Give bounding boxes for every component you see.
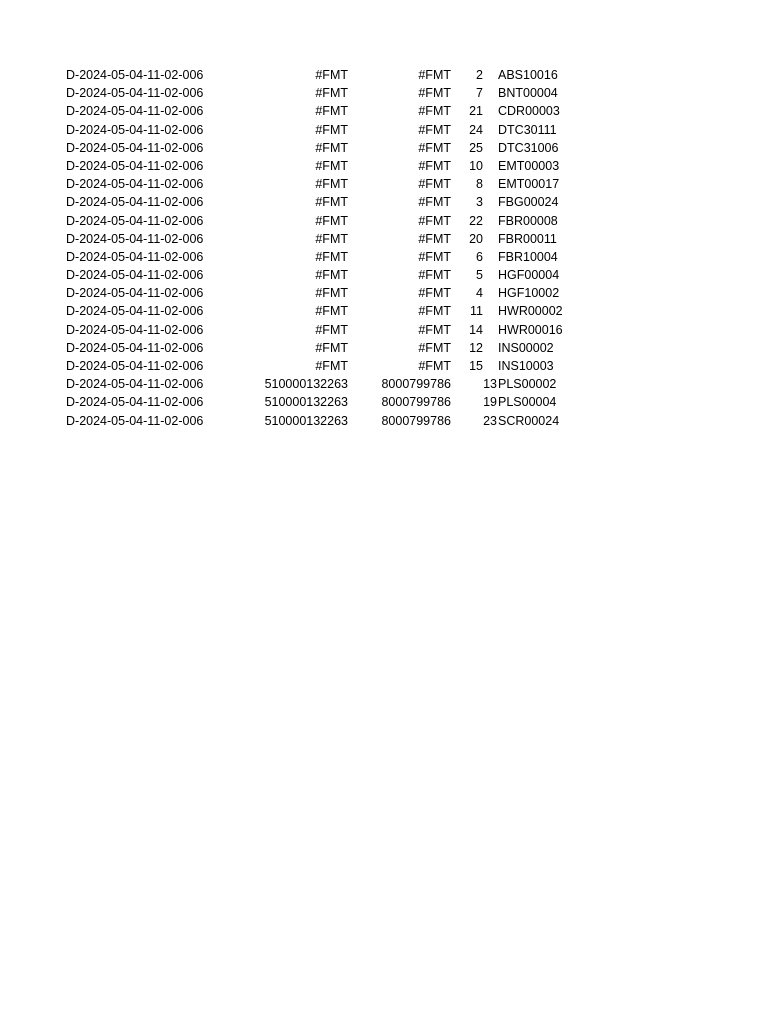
account-cell: #FMT [315,213,348,228]
item-code-cell: HGF00004 [498,268,560,283]
line-number-cell: 25 [469,140,483,155]
account-cell: #FMT [315,140,348,155]
line-number-cell: 22 [469,213,483,228]
reference-cell: #FMT [418,286,451,301]
line-number-cell: 21 [469,104,483,119]
table-row [66,248,586,266]
reference-cell: #FMT [418,122,451,137]
reference-cell: #FMT [418,86,451,101]
reference-cell: #FMT [418,140,451,155]
table-row [66,230,586,248]
table-row [66,157,586,175]
document-id-cell: D-2024-05-04-11-02-006 [66,249,204,264]
document-id-cell: D-2024-05-04-11-02-006 [66,122,204,137]
document-id-cell: D-2024-05-04-11-02-006 [66,304,204,319]
document-id-cell: D-2024-05-04-11-02-006 [66,104,204,119]
table-row [66,102,586,120]
line-number-cell: 3 [476,195,483,210]
account-cell: #FMT [315,249,348,264]
account-cell: #FMT [315,359,348,373]
reference-cell: #FMT [418,68,451,82]
account-cell: #FMT [315,177,348,192]
document-id-cell: D-2024-05-04-11-02-006 [66,359,204,373]
item-code-cell: HWR00016 [498,322,563,337]
reference-cell: #FMT [418,359,451,373]
account-cell: #FMT [315,104,348,119]
document-id-cell: D-2024-05-04-11-02-006 [66,268,204,283]
line-number-cell: 2 [476,68,483,82]
item-code-cell: FBR00011 [498,231,557,246]
reference-cell: 8000799786 [381,377,451,392]
account-cell: #FMT [315,231,348,246]
document-id-cell: D-2024-05-04-11-02-006 [66,340,204,355]
item-code-cell: HWR00002 [498,304,563,319]
reference-cell: #FMT [418,177,451,192]
line-number-cell: 8 [476,177,483,192]
account-cell: 510000132263 [264,395,348,410]
reference-cell: #FMT [418,195,451,210]
reference-cell: #FMT [418,268,451,283]
document-id-cell: D-2024-05-04-11-02-006 [66,286,204,301]
table-row [66,121,586,139]
table-row [66,321,586,339]
line-number-cell: 4 [476,286,483,301]
account-cell: #FMT [315,122,348,137]
document-id-cell: D-2024-05-04-11-02-006 [66,140,204,155]
item-code-cell: FBG00024 [498,195,559,210]
item-code-cell: HGF10002 [498,286,560,301]
table-row [66,84,586,102]
account-cell: 510000132263 [264,413,348,428]
account-cell: #FMT [315,304,348,319]
table-row [66,357,586,375]
account-cell: #FMT [315,195,348,210]
reference-cell: #FMT [418,322,451,337]
table-row [66,266,586,284]
document-id-cell: D-2024-05-04-11-02-006 [66,413,204,428]
account-cell: #FMT [315,340,348,355]
table-row [66,393,586,411]
account-cell: #FMT [315,286,348,301]
reference-cell: #FMT [418,249,451,264]
document-id-cell: D-2024-05-04-11-02-006 [66,195,204,210]
item-code-cell: PLS00002 [498,377,557,392]
document-id-cell: D-2024-05-04-11-02-006 [66,231,204,246]
item-code-cell: SCR00024 [498,413,560,428]
account-cell: #FMT [315,322,348,337]
item-code-cell: DTC30111 [498,122,557,137]
item-code-cell: FBR10004 [498,249,558,264]
line-number-cell: 14 [469,322,483,337]
table-row [66,412,586,430]
table-row [66,175,586,193]
line-number-cell: 10 [469,158,483,173]
item-code-cell: PLS00004 [498,395,557,410]
table-row [66,139,586,157]
item-code-cell: INS00002 [498,340,554,355]
account-cell: #FMT [315,158,348,173]
document-id-cell: D-2024-05-04-11-02-006 [66,68,204,82]
item-code-cell: FBR00008 [498,213,558,228]
item-code-cell: EMT00017 [498,177,560,192]
reference-cell: #FMT [418,104,451,119]
table-row [66,375,586,393]
item-code-cell: ABS10016 [498,68,558,82]
reference-cell: #FMT [418,304,451,319]
document-id-cell: D-2024-05-04-11-02-006 [66,158,204,173]
reference-cell: 8000799786 [381,413,451,428]
line-number-cell: 13 [483,377,497,392]
document-id-cell: D-2024-05-04-11-02-006 [66,177,204,192]
document-id-cell: D-2024-05-04-11-02-006 [66,377,204,392]
line-number-cell: 15 [469,359,483,373]
line-number-cell: 24 [469,122,483,137]
line-number-cell: 23 [483,413,497,428]
spreadsheet-table [66,66,586,430]
line-number-cell: 5 [476,268,483,283]
table-row [66,212,586,230]
line-number-cell: 6 [476,249,483,264]
table-row [66,193,586,211]
line-number-cell: 19 [483,395,497,410]
reference-cell: #FMT [418,340,451,355]
item-code-cell: EMT00003 [498,158,560,173]
account-cell: 510000132263 [264,377,348,392]
table-row [66,66,586,84]
document-id-cell: D-2024-05-04-11-02-006 [66,322,204,337]
line-number-cell: 12 [469,340,483,355]
item-code-cell: CDR00003 [498,104,560,119]
item-code-cell: DTC31006 [498,140,559,155]
document-id-cell: D-2024-05-04-11-02-006 [66,213,204,228]
item-code-cell: INS10003 [498,359,554,373]
item-code-cell: BNT00004 [498,86,558,101]
reference-cell: #FMT [418,213,451,228]
document-id-cell: D-2024-05-04-11-02-006 [66,86,204,101]
table-row [66,339,586,357]
reference-cell: #FMT [418,231,451,246]
account-cell: #FMT [315,268,348,283]
document-id-cell: D-2024-05-04-11-02-006 [66,395,204,410]
line-number-cell: 20 [469,231,483,246]
account-cell: #FMT [315,86,348,101]
line-number-cell: 11 [470,304,483,319]
table-row [66,302,586,320]
account-cell: #FMT [315,68,348,82]
reference-cell: #FMT [418,158,451,173]
table-row [66,284,586,302]
line-number-cell: 7 [476,86,483,101]
reference-cell: 8000799786 [381,395,451,410]
